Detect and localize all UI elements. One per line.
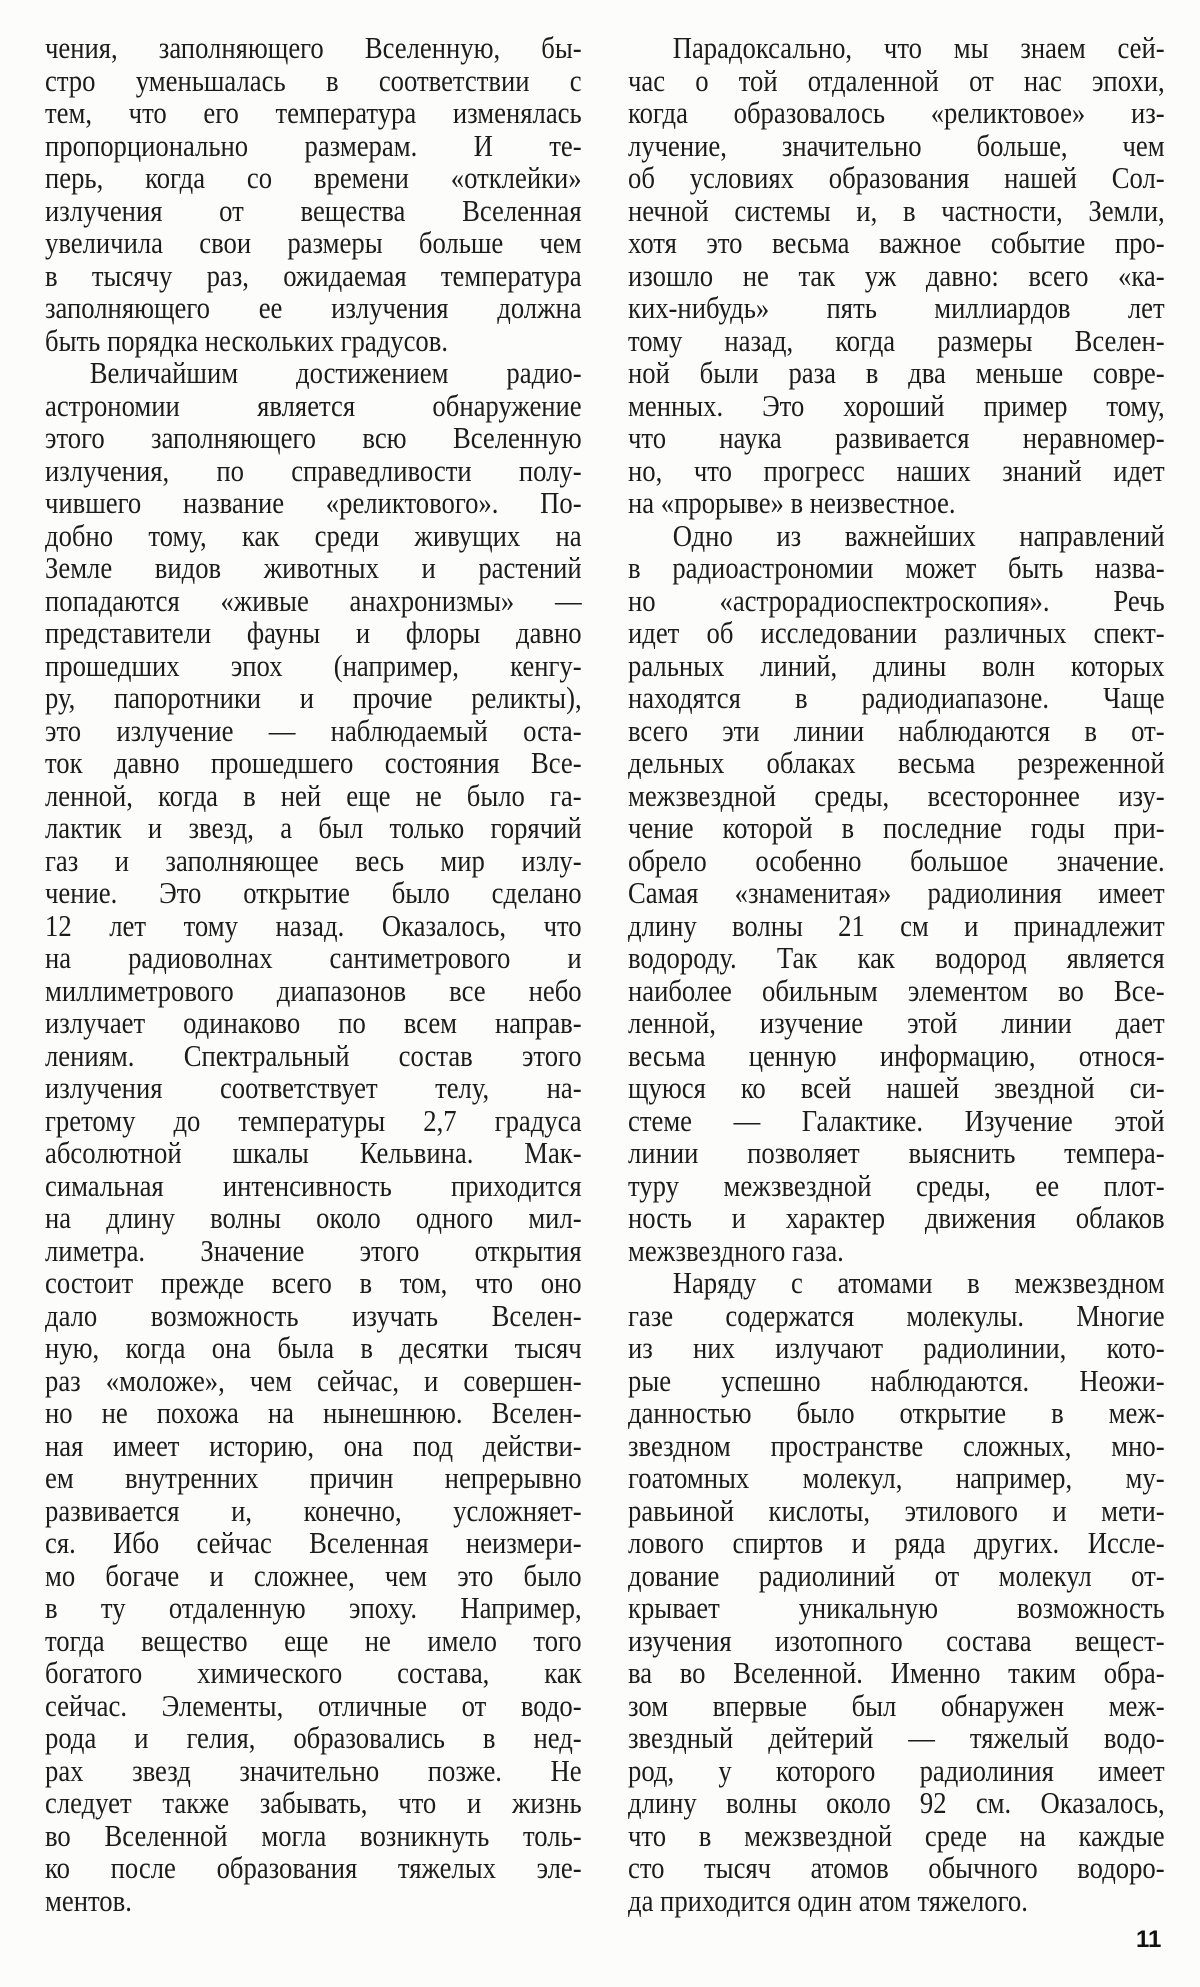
text-line: ность и характер движения облаков bbox=[628, 1200, 1165, 1235]
text-line: во Вселенной могла возникнуть толь- bbox=[45, 1817, 582, 1853]
text-line: дало возможность изучать Вселен- bbox=[45, 1297, 582, 1333]
text-line: мо богаче и сложнее, чем это было bbox=[45, 1557, 582, 1593]
text-line: ная имеет историю, она под действи- bbox=[45, 1427, 582, 1463]
text-line: Величайшим достижением радио- bbox=[89, 355, 582, 390]
paragraph bbox=[628, 32, 1165, 520]
text-line: наиболее обильным элементом во Все- bbox=[628, 972, 1165, 1008]
text-line: весьма ценную информацию, относя- bbox=[628, 1037, 1165, 1073]
text-line: но «астрорадиоспектроскопия». Речь bbox=[628, 582, 1165, 618]
text-line: следует также забывать, что и жизнь bbox=[45, 1785, 582, 1820]
text-line: сто тысяч атомов обычного водоро- bbox=[628, 1850, 1165, 1885]
text-line: водороду. Так как водород является bbox=[628, 940, 1165, 975]
text-line: но не похожа на нынешнюю. Вселен- bbox=[45, 1395, 582, 1430]
text-line: заполняющего ее излучения должна bbox=[45, 290, 582, 325]
text-line: да приходится один атом тяжелого. bbox=[628, 1882, 1028, 1918]
text-line: туру межзвездной среды, ее плот- bbox=[628, 1167, 1165, 1203]
text-line: ральных линий, длины волн которых bbox=[628, 647, 1165, 683]
text-line: симальная интенсивность приходится bbox=[45, 1167, 582, 1203]
text-line: идет об исследовании различных спект- bbox=[628, 615, 1165, 650]
text-line: звездный дейтерий — тяжелый водо- bbox=[628, 1720, 1165, 1755]
text-line: ную, когда она была в десятки тысяч bbox=[45, 1330, 582, 1365]
paragraph bbox=[45, 32, 582, 357]
text-line: на «прорыве» в неизвестное. bbox=[628, 485, 956, 520]
text-line: Одно из важнейших направлений bbox=[672, 517, 1165, 553]
text-line: попадаются «живые анахронизмы» — bbox=[45, 582, 582, 618]
text-line: богатого химического состава, как bbox=[45, 1655, 582, 1690]
text-line: на длину волны около одного мил- bbox=[45, 1200, 582, 1235]
text-line: обрело особенно большое значение. bbox=[628, 842, 1165, 878]
text-line: рода и гелия, образовались в нед- bbox=[45, 1720, 582, 1755]
text-line: ленной, изучение этой линии дает bbox=[628, 1005, 1165, 1040]
text-line: ких-нибудь» пять миллиардов лет bbox=[628, 290, 1165, 325]
text-line: Парадоксально, что мы знаем сей- bbox=[672, 30, 1165, 65]
text-line: лиметра. Значение этого открытия bbox=[45, 1232, 582, 1268]
text-line: увеличила свои размеры больше чем bbox=[45, 225, 582, 260]
text-line: лучение, значительно больше, чем bbox=[628, 127, 1165, 163]
text-line: данностью было открытие в меж- bbox=[628, 1395, 1165, 1430]
text-line: зом впервые был обнаружен меж- bbox=[628, 1687, 1165, 1723]
text-line: в тысячу раз, ожидаемая температура bbox=[45, 257, 582, 293]
text-line: менных. Это хороший пример тому, bbox=[628, 387, 1165, 423]
text-line: гретому до температуры 2,7 градуса bbox=[45, 1102, 582, 1138]
text-line: ем внутренних причин непрерывно bbox=[45, 1460, 582, 1495]
text-line: Самая «знаменитая» радиолиния имеет bbox=[628, 875, 1165, 910]
text-line: ной были раза в два меньше совре- bbox=[628, 355, 1165, 390]
text-line: рые успешно наблюдаются. Неожи- bbox=[628, 1362, 1165, 1398]
text-line: этого заполняющего всю Вселенную bbox=[45, 420, 582, 455]
text-line: в радиоастрономии может быть назва- bbox=[628, 550, 1165, 585]
text-line: тогда вещество еще не имело того bbox=[45, 1622, 582, 1658]
text-line: ток давно прошедшего состояния Все- bbox=[45, 745, 582, 780]
text-line: ко после образования тяжелых эле- bbox=[45, 1850, 582, 1885]
text-line: об условиях образования нашей Сол- bbox=[628, 160, 1165, 195]
text-line: это излучение — наблюдаемый оста- bbox=[45, 712, 582, 748]
text-line: что в межзвездной среде на каждые bbox=[628, 1817, 1165, 1853]
text-line: Наряду с атомами в межзвездном bbox=[672, 1265, 1165, 1300]
text-line: миллиметрового диапазонов все небо bbox=[45, 972, 582, 1008]
text-line: излучения, по справедливости полу- bbox=[45, 452, 582, 488]
text-line: звездном пространстве сложных, мно- bbox=[628, 1427, 1165, 1463]
text-line: ментов. bbox=[45, 1882, 132, 1918]
paragraph bbox=[628, 1267, 1165, 1917]
text-line: излучает одинаково по всем направ- bbox=[45, 1005, 582, 1040]
text-line: из них излучают радиолинии, кото- bbox=[628, 1330, 1165, 1365]
text-line: нечной системы и, в частности, Земли, bbox=[628, 192, 1165, 228]
text-line: раз «моложе», чем сейчас, и совершен- bbox=[45, 1362, 582, 1398]
text-line: межзвездной среды, всестороннее изу- bbox=[628, 777, 1165, 813]
text-line: равьиной кислоты, этилового и мети- bbox=[628, 1492, 1165, 1528]
text-line: ся. Ибо сейчас Вселенная неизмери- bbox=[45, 1525, 582, 1560]
text-line: рах звезд значительно позже. Не bbox=[45, 1752, 582, 1788]
text-line: изошло не так уж давно: всего «ка- bbox=[628, 257, 1165, 293]
text-line: в ту отдаленную эпоху. Например, bbox=[45, 1590, 582, 1625]
text-line: изучения изотопного состава вещест- bbox=[628, 1622, 1165, 1658]
text-line: хотя это весьма важное событие про- bbox=[628, 225, 1165, 260]
text-line: излучения соответствует телу, на- bbox=[45, 1070, 582, 1105]
paragraph bbox=[628, 517, 1165, 1268]
text-line: чение которой в последние годы при- bbox=[628, 810, 1165, 845]
text-line: дование радиолиний от молекул от- bbox=[628, 1557, 1165, 1593]
text-line: добно тому, как среди живущих на bbox=[45, 517, 582, 553]
text-line: межзвездного газа. bbox=[628, 1232, 844, 1268]
text-column-right bbox=[628, 32, 1165, 1917]
text-line: дельных облаках весьма резреженной bbox=[628, 745, 1165, 780]
text-line: тому назад, когда размеры Вселен- bbox=[628, 322, 1165, 358]
text-line: род, у которого радиолиния имеет bbox=[628, 1752, 1165, 1788]
text-line: состоит прежде всего в том, что оно bbox=[45, 1265, 582, 1300]
text-line: лактик и звезд, а был только горячий bbox=[45, 810, 582, 845]
text-line: чение. Это открытие было сделано bbox=[45, 875, 582, 910]
text-line: прошедших эпох (например, кенгу- bbox=[45, 647, 582, 683]
text-column-left bbox=[45, 32, 582, 1917]
text-line: крывает уникальную возможность bbox=[628, 1590, 1165, 1625]
page-number: 11 bbox=[1136, 1926, 1162, 1953]
text-line: стеме — Галактике. Изучение этой bbox=[628, 1102, 1165, 1138]
text-line: чившего название «реликтового». По- bbox=[45, 485, 582, 520]
text-line: что наука развивается неравномер- bbox=[628, 420, 1165, 455]
text-line: всего эти линии наблюдаются в от- bbox=[628, 712, 1165, 748]
text-line: но, что прогресс наших знаний идет bbox=[628, 452, 1165, 488]
text-line: когда образовалось «реликтовое» из- bbox=[628, 95, 1165, 130]
text-line: развивается и, конечно, усложняет- bbox=[45, 1492, 582, 1528]
text-line: ва во Вселенной. Именно таким обра- bbox=[628, 1655, 1165, 1690]
text-line: лениям. Спектральный состав этого bbox=[45, 1037, 582, 1073]
text-line: абсолютной шкалы Кельвина. Мак- bbox=[45, 1135, 582, 1170]
text-line: час о той отдаленной от нас эпохи, bbox=[628, 62, 1165, 98]
text-line: сейчас. Элементы, отличные от водо- bbox=[45, 1687, 582, 1723]
text-line: перь, когда со времени «отклейки» bbox=[45, 160, 582, 195]
text-line: гоатомных молекул, например, му- bbox=[628, 1460, 1165, 1495]
text-line: газе содержатся молекулы. Многие bbox=[628, 1297, 1165, 1333]
text-line: щуюся ко всей нашей звездной си- bbox=[628, 1070, 1165, 1105]
text-line: длину волны 21 см и принадлежит bbox=[628, 907, 1165, 943]
text-line: излучения от вещества Вселенная bbox=[45, 192, 582, 228]
text-line: тем, что его температура изменялась bbox=[45, 95, 582, 130]
text-line: линии позволяет выяснить темпера- bbox=[628, 1135, 1165, 1170]
text-line: газ и заполняющее весь мир излу- bbox=[45, 842, 582, 878]
text-line: Земле видов животных и растений bbox=[45, 550, 582, 585]
text-line: стро уменьшалась в соответствии с bbox=[45, 62, 582, 98]
text-line: ру, папоротники и прочие реликты), bbox=[45, 680, 582, 715]
text-line: находятся в радиодиапазоне. Чаще bbox=[628, 680, 1165, 715]
text-line: 12 лет тому назад. Оказалось, что bbox=[45, 907, 582, 943]
text-line: ленной, когда в ней еще не было га- bbox=[45, 777, 582, 813]
text-line: пропорционально размерам. И те- bbox=[45, 127, 582, 163]
text-line: быть порядка нескольких градусов. bbox=[45, 322, 449, 358]
text-line: длину волны около 92 см. Оказалось, bbox=[628, 1785, 1165, 1820]
paragraph bbox=[45, 357, 582, 1917]
text-line: на радиоволнах сантиметрового и bbox=[45, 940, 582, 975]
text-line: чения, заполняющего Вселенную, бы- bbox=[45, 30, 582, 65]
text-line: лового спиртов и ряда других. Иссле- bbox=[628, 1525, 1165, 1560]
text-line: астрономии является обнаружение bbox=[45, 387, 582, 423]
text-line: представители фауны и флоры давно bbox=[45, 615, 582, 650]
